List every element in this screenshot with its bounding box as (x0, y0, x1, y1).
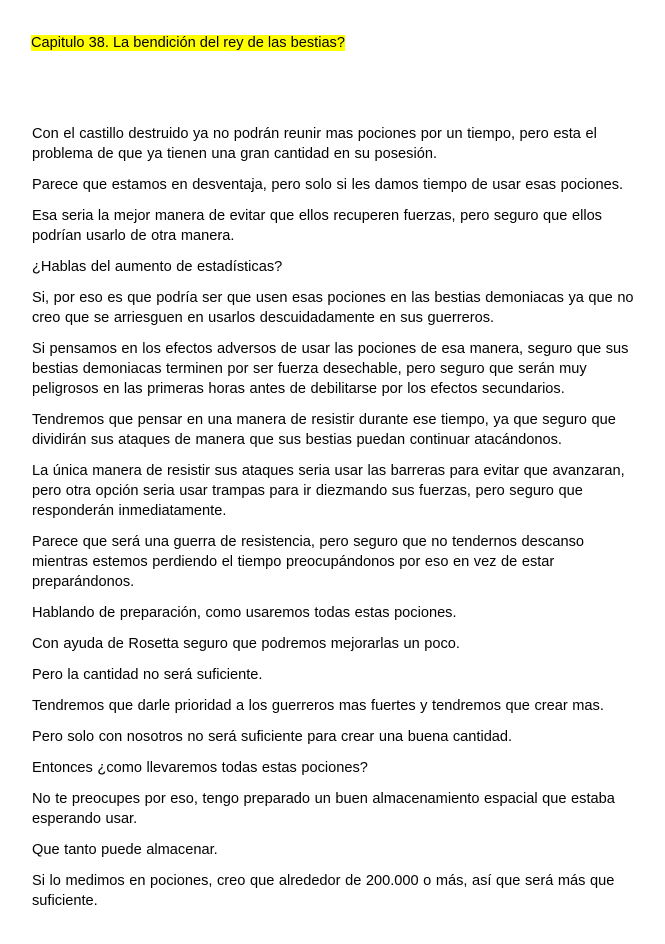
paragraph: Con ayuda de Rosetta seguro que podremos mejorarlas un poco. (32, 636, 460, 652)
document-body (32, 124, 638, 922)
paragraph: Tendremos que pensar en una manera de resistir durante ese tiempo, ya que seguro que dividirán sus ataques de manera que sus bestias puedan continuar atacándonos. (32, 412, 616, 448)
paragraph: Si, por eso es que podría ser que usen esas pociones en las bestias demoniacas ya que no creo que se arriesguen en usarlos descuidadamente en sus guerreros. (32, 290, 634, 326)
paragraph: Pero la cantidad no será suficiente. (32, 667, 263, 683)
paragraph: La única manera de resistir sus ataques seria usar las barreras para evitar que avanzaran, pero otra opción seria usar trampas para ir diezmando sus fuerzas, pero seguro que responderán inmediatamente. (32, 463, 625, 519)
paragraph: Hablando de preparación, como usaremos todas estas pociones. (32, 605, 457, 621)
paragraph: Si pensamos en los efectos adversos de usar las pociones de esa manera, seguro que sus bestias demoniacas terminen por ser fuerza desechable, pero seguro que serán muy peligrosos en las primeras horas antes de debilitarse por los efectos secundarios. (32, 341, 629, 397)
paragraph: Parece que será una guerra de resistencia, pero seguro que no tendernos descanso mientras estemos perdiendo el tiempo preocupándonos por eso en vez de estar preparándonos. (32, 534, 585, 590)
paragraph: ¿Hablas del aumento de estadísticas? (32, 259, 283, 275)
paragraph: Tendremos que darle prioridad a los guerreros mas fuertes y tendremos que crear mas. (32, 698, 604, 714)
paragraph: Que tanto puede almacenar. (32, 842, 218, 858)
paragraph: Si lo medimos en pociones, creo que alrededor de 200.000 o más, así que será más que suficiente. (32, 873, 615, 909)
chapter-title (31, 33, 345, 53)
paragraph: Parece que estamos en desventaja, pero solo si les damos tiempo de usar esas pociones. (32, 177, 624, 193)
paragraph: Esa seria la mejor manera de evitar que ellos recuperen fuerzas, pero seguro que ellos podrían usarlo de otra manera. (32, 208, 602, 244)
paragraph: Entonces ¿como llevaremos todas estas pociones? (32, 760, 368, 776)
chapter-title-highlight: Capitulo 38. La bendición del rey de las bestias? (31, 35, 345, 51)
paragraph: No te preocupes por eso, tengo preparado un buen almacenamiento espacial que estaba esperando usar. (32, 791, 615, 827)
paragraph: Pero solo con nosotros no será suficiente para crear una buena cantidad. (32, 729, 513, 745)
paragraph: Con el castillo destruido ya no podrán reunir mas pociones por un tiempo, pero esta el problema de que ya tienen una gran cantidad en su posesión. (32, 126, 597, 162)
